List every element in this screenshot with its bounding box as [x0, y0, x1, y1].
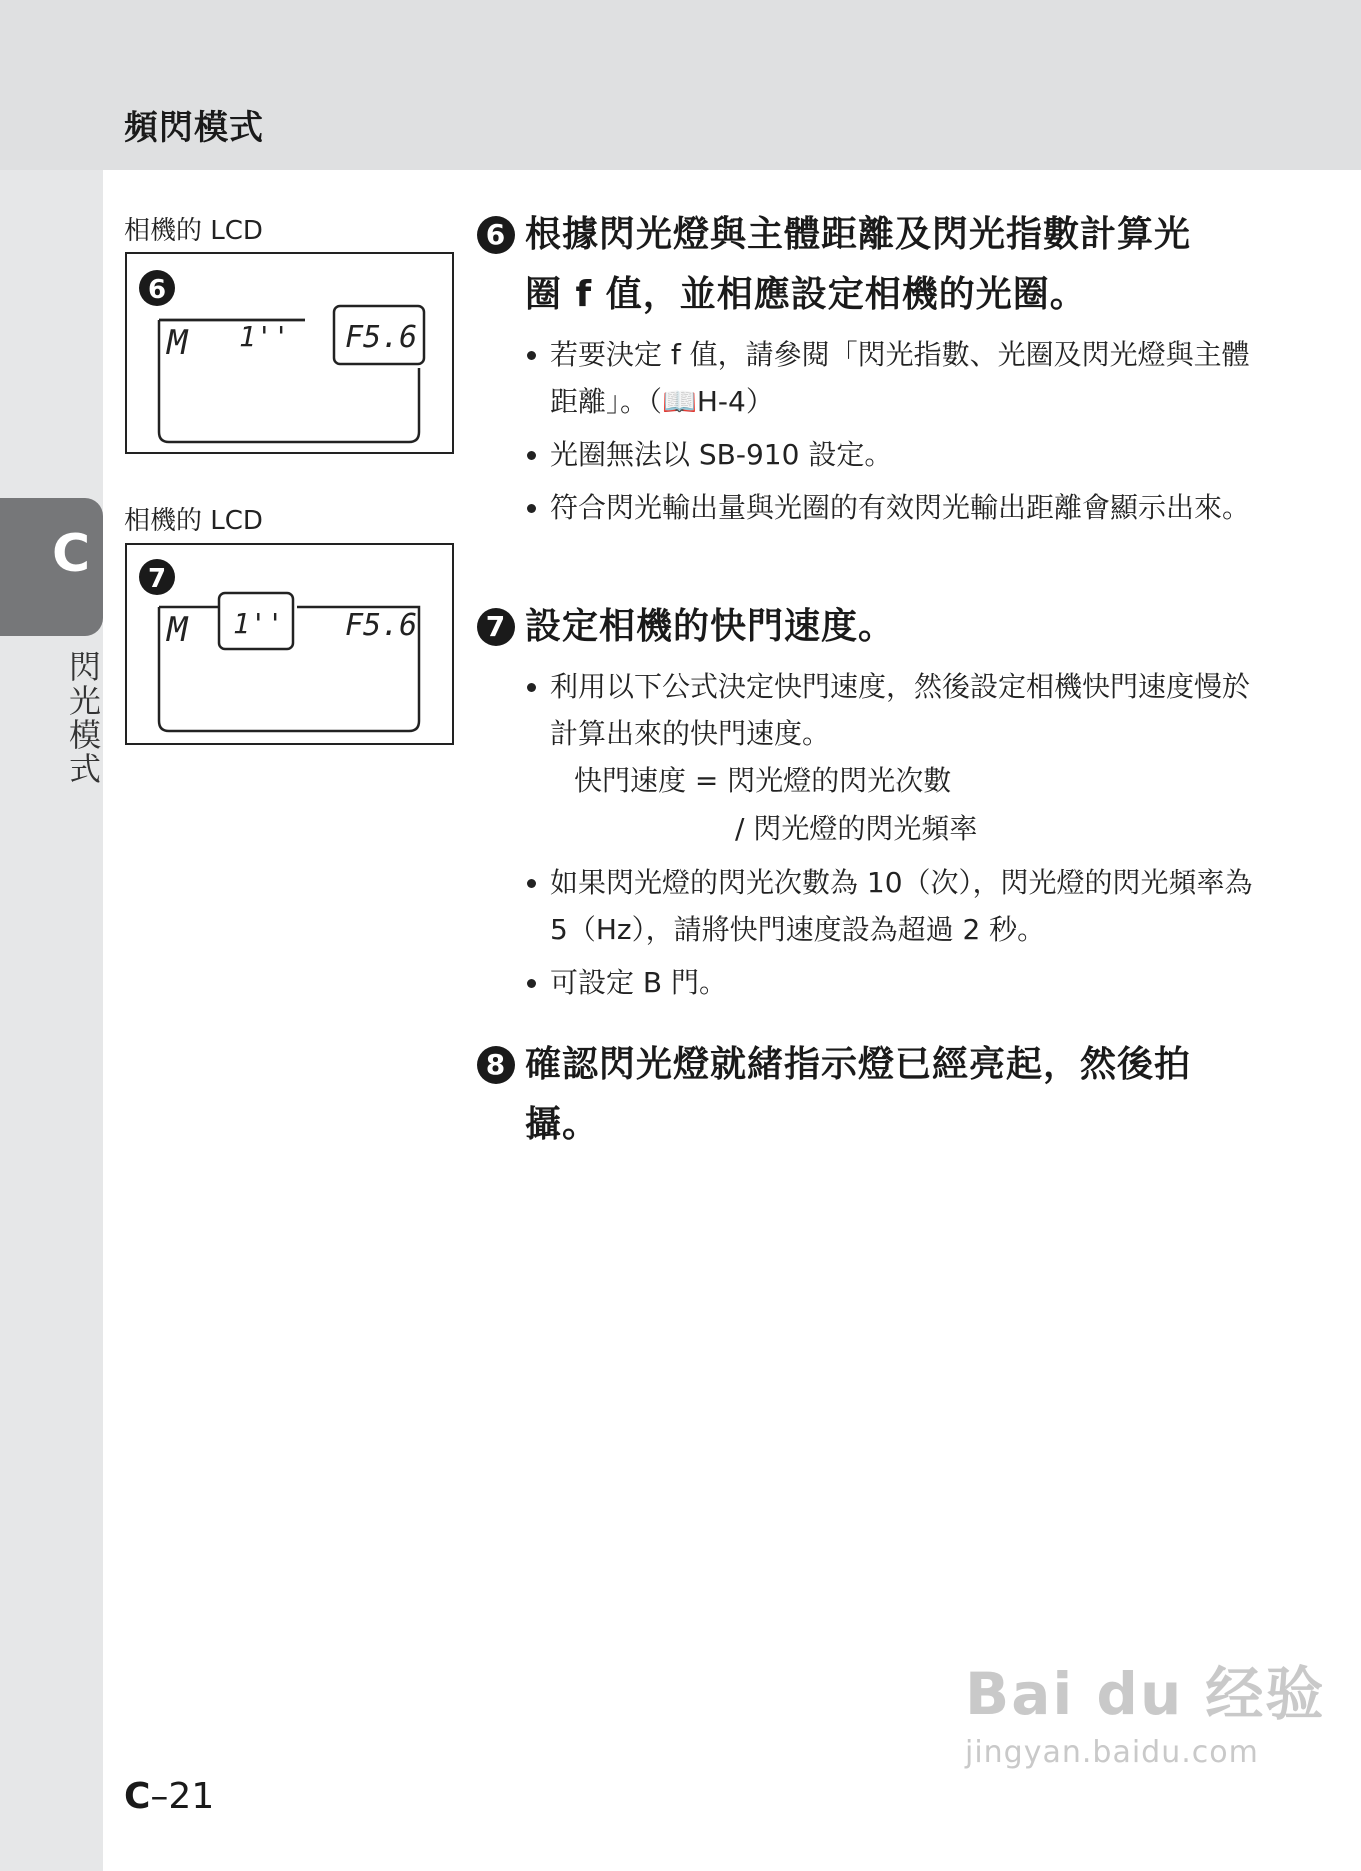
- step-6-heading-line2: 圈 f 值，並相應設定相機的光圈。: [525, 274, 1087, 315]
- lcd-caption-6: 相機的 LCD: [124, 216, 263, 246]
- lcd-caption-7: 相機的 LCD: [124, 506, 263, 536]
- step-8: [477, 1035, 1277, 1155]
- lcd-mode-7: M: [167, 610, 188, 650]
- step-7: [477, 597, 1277, 1006]
- page-title: 頻閃模式: [124, 108, 264, 148]
- watermark-logo-text: Bai du 经验: [965, 1660, 1326, 1728]
- step-number-badge: 8: [477, 1046, 515, 1084]
- step-6-bullet-3: 符合閃光輸出量與光圈的有效閃光輸出距離會顯示出來。: [477, 484, 1277, 531]
- step-6-heading-line1: 根據閃光燈與主體距離及閃光指數計算光: [525, 214, 1192, 255]
- lcd-illustration-6: [125, 252, 454, 454]
- step-8-heading-line1: 確認閃光燈就緒指示燈已經亮起，然後拍: [525, 1044, 1192, 1085]
- watermark-url: jingyan.baidu.com: [965, 1735, 1259, 1770]
- step-number-badge: 6: [477, 216, 515, 254]
- side-strip: [0, 170, 103, 1871]
- lcd-mode-6: M: [167, 323, 188, 363]
- lcd-screen-6: [127, 254, 452, 452]
- watermark: [965, 1660, 1326, 1770]
- step-7-bullet-2: 如果閃光燈的閃光次數為 10（次），閃光燈的閃光頻率為 5（Hz），請將快門速度設為超過 2 秒。: [477, 859, 1277, 953]
- lcd-illustration-7: [125, 543, 454, 745]
- page-number-suffix: –21: [150, 1776, 215, 1817]
- step-8-heading: [477, 1035, 1277, 1155]
- step-6-bullet-2: 光圈無法以 SB-910 設定。: [477, 431, 1277, 478]
- step-6-bullet-1: 若要決定 f 值，請參閱「閃光指數、光圈及閃光燈與主體距離」。（📖H-4）: [477, 331, 1277, 425]
- step-6-heading: [477, 205, 1277, 325]
- lcd-badge-number-6: 6: [147, 275, 167, 305]
- step-7-heading: [477, 597, 1277, 657]
- step-7-bullet-3: 可設定 B 門。: [477, 959, 1277, 1006]
- side-chapter-label: 閃光模式: [64, 650, 102, 786]
- step-7-bullet-1: 利用以下公式決定快門速度，然後設定相機快門速度慢於計算出來的快門速度。: [477, 663, 1277, 757]
- formula-line-2: / 閃光燈的閃光頻率: [735, 812, 978, 845]
- lcd-aperture-6: F5.6: [345, 320, 418, 355]
- step-number-badge: 7: [477, 608, 515, 646]
- lcd-shutter-6: 1'': [239, 320, 290, 353]
- lcd-badge-number-7: 7: [147, 564, 167, 594]
- step-6: [477, 205, 1277, 531]
- step-8-heading-line2: 攝。: [525, 1104, 600, 1145]
- lcd-aperture-7: F5.6: [345, 608, 418, 643]
- chapter-letter: C: [52, 524, 91, 584]
- lcd-shutter-7: 1'': [233, 607, 284, 640]
- lcd-screen-7: [127, 545, 452, 743]
- formula-line-1: 快門速度 = 閃光燈的閃光次數: [574, 764, 952, 797]
- page-number: [124, 1776, 214, 1817]
- step-7-heading-line1: 設定相機的快門速度。: [525, 606, 896, 647]
- page-number-prefix: C: [124, 1776, 151, 1817]
